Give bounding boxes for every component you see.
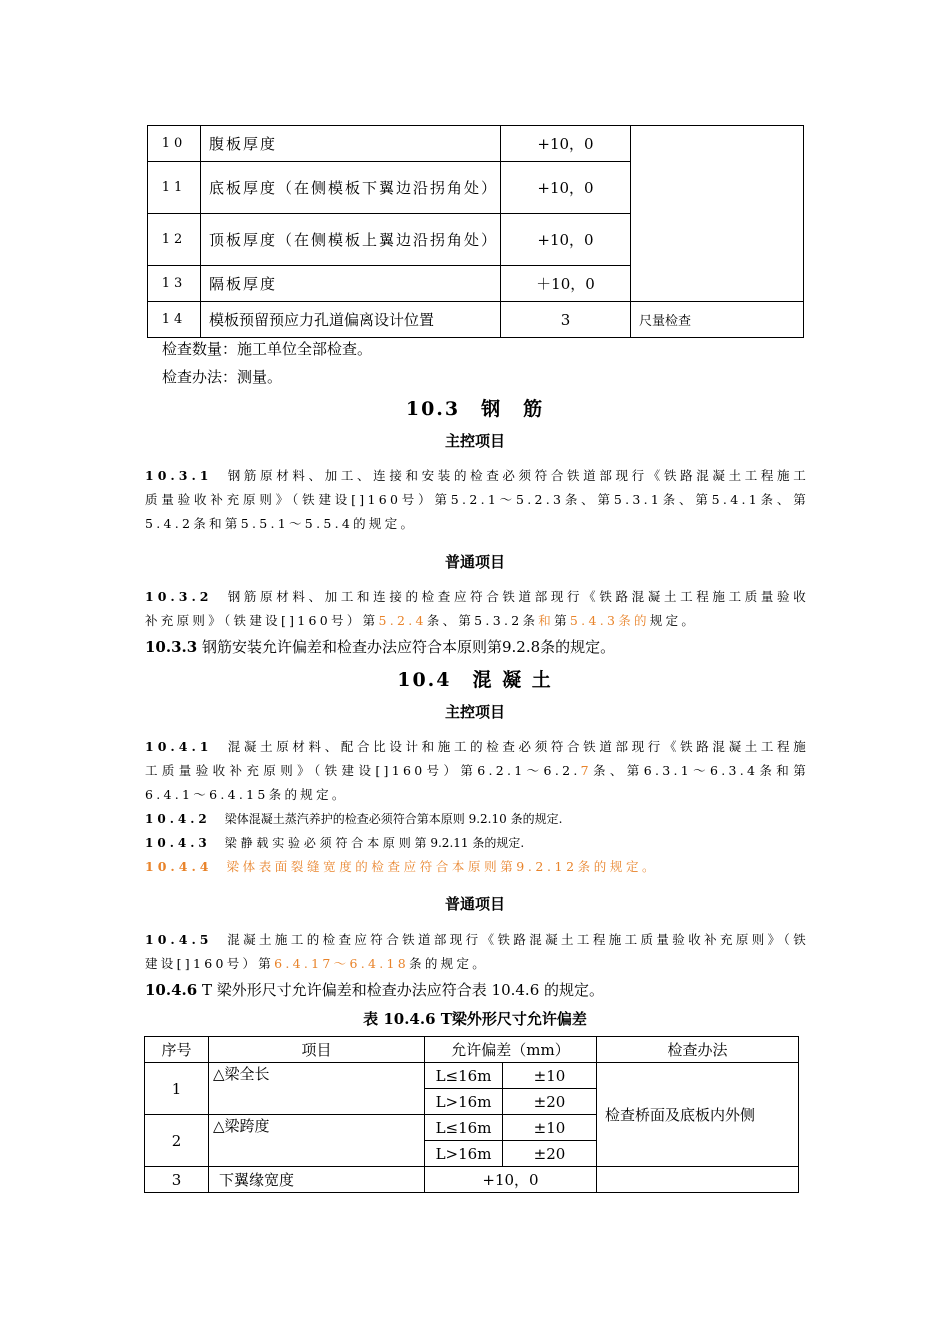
check-method: 检查办法：测量。	[162, 368, 283, 386]
row-method: 尺量检查	[631, 302, 804, 338]
row-item: 顶板厚度（在侧模板上翼边沿拐角处）	[201, 214, 501, 266]
row-method-empty	[631, 126, 804, 302]
clause-10-3-3	[145, 636, 615, 657]
row-condition: L≤16m	[425, 1063, 503, 1089]
row-number: 1	[145, 1063, 209, 1115]
header-no: 序号	[145, 1037, 209, 1063]
row-item: △梁跨度	[209, 1115, 425, 1167]
row-tolerance: ±20	[503, 1141, 597, 1167]
header-method: 检查办法	[597, 1037, 799, 1063]
table-row	[148, 302, 804, 338]
row-number: 10	[148, 126, 201, 162]
header-item: 项目	[209, 1037, 425, 1063]
clause-highlight: 和	[538, 613, 555, 628]
table-row	[145, 1167, 799, 1193]
tolerance-table-continued	[147, 125, 804, 338]
t-beam-tolerance-table	[144, 1036, 799, 1193]
row-item: △梁全长	[209, 1063, 425, 1115]
row-number: 11	[148, 162, 201, 214]
row-tolerance: +10，0	[501, 162, 631, 214]
clause-10-3-1	[145, 464, 809, 536]
clause-number: 10.4.5	[145, 932, 213, 947]
table-header-row	[145, 1037, 799, 1063]
row-condition: L≤16m	[425, 1115, 503, 1141]
clause-highlight: 5.2.4	[378, 613, 427, 628]
row-number: 13	[148, 266, 201, 302]
table-row	[145, 1063, 799, 1089]
clause-highlight: 7	[580, 763, 592, 778]
subheading-general-items: 普通项目	[444, 553, 505, 571]
clause-highlight: 5.4.3条的	[569, 613, 650, 628]
row-item: 腹板厚度	[201, 126, 501, 162]
section-title-10-3: 10.3 钢 筋	[405, 398, 545, 420]
clause-text: T 梁外形尺寸允许偏差和检查办法应符合表 10.4.6 的规定。	[201, 981, 605, 999]
row-tolerance: ＋10，0	[501, 266, 631, 302]
row-tolerance: 3	[501, 302, 631, 338]
clause-10-4-2	[145, 810, 562, 827]
clause-text: 钢筋安装允许偏差和检查办法应符合本原则第9.2.8条的规定。	[201, 638, 616, 656]
row-tolerance: +10，0	[501, 126, 631, 162]
clause-number: 10.3.2	[145, 589, 213, 604]
clause-number: 10.4.1	[145, 739, 213, 754]
row-item: 隔板厚度	[201, 266, 501, 302]
clause-10-4-6	[145, 979, 604, 1000]
clause-text: 混凝土原材料、配合比设计和施工的检查必须符合铁道部现行《铁路混凝土工程施工质量验收补充原则》（铁建设[]160号）第6.2.1～6.2.	[145, 739, 809, 778]
row-number: 14	[148, 302, 201, 338]
row-tolerance: +10，0	[501, 214, 631, 266]
clause-10-4-3	[145, 834, 524, 851]
clause-text: 梁体混凝土蒸汽养护的检查必须符合第本原则 9.2.10 条的规定.	[224, 812, 563, 826]
row-tolerance: +10，0	[425, 1167, 597, 1193]
clause-number: 10.4.2	[145, 812, 211, 826]
row-condition: L>16m	[425, 1141, 503, 1167]
clause-10-4-4	[145, 857, 658, 875]
subheading-main-items: 主控项目	[444, 703, 505, 721]
clause-number: 10.3.3	[145, 638, 198, 656]
subheading-general-items: 普通项目	[444, 895, 505, 913]
row-tolerance: ±10	[503, 1063, 597, 1089]
clause-text: 混凝土施工的检查应符合铁道部现行《铁路混凝土工程施工质量验收补充原则》（铁建设[]160号）第	[145, 932, 810, 971]
table-row	[148, 126, 804, 162]
clause-text: 梁体表面裂缝宽度的检查应符合本原则第9.2.12条的规定。	[226, 859, 659, 874]
row-item: 下翼缘宽度	[209, 1167, 425, 1193]
clause-10-4-1	[145, 735, 809, 807]
clause-text: 梁 静 载 实 验 必 须 符 合 本 原 则 第 9.2.11 条的规定.	[224, 836, 525, 850]
header-tolerance: 允许偏差（mm）	[425, 1037, 597, 1063]
row-item: 底板厚度（在侧模板下翼边沿拐角处）	[201, 162, 501, 214]
section-title-10-4: 10.4 混 凝 土	[397, 669, 553, 691]
row-tolerance: ±10	[503, 1115, 597, 1141]
clause-text: 第	[554, 613, 570, 628]
clause-number: 10.4.6	[145, 981, 198, 999]
subheading-main-items: 主控项目	[444, 432, 505, 450]
clause-highlight: 6.4.17～6.4.18	[274, 956, 410, 971]
clause-text: 钢筋原材料、加工、连接和安装的检查必须符合铁道部现行《铁路混凝土工程施工质量验收补充原则》（铁建设[]160号）第5.2.1～5.2.3条、第5.3.1条、第5.4.1条、第5.4.2条和第5.5.1～5.5.4的规定。	[145, 468, 809, 531]
clause-text: 钢筋原材料、加工和连接的检查应符合铁道部现行《铁路混凝土工程施工质量验收补充原则》（铁建设[]160号）第	[145, 589, 809, 628]
clause-number: 10.4.3	[145, 836, 211, 850]
row-number: 12	[148, 214, 201, 266]
clause-10-4-5	[145, 928, 809, 976]
row-tolerance: ±20	[503, 1089, 597, 1115]
clause-10-3-2	[145, 585, 809, 633]
row-method: 检查桥面及底板内外侧	[597, 1063, 799, 1167]
row-item: 模板预留预应力孔道偏离设计位置	[201, 302, 501, 338]
clause-text: 条的规定。	[409, 956, 489, 971]
row-condition: L>16m	[425, 1089, 503, 1115]
clause-text: 规定。	[649, 613, 698, 628]
clause-text: 条、第5.3.2条	[426, 613, 539, 628]
table-caption: 表 10.4.6 T梁外形尺寸允许偏差	[363, 1010, 587, 1028]
clause-number: 10.3.1	[145, 468, 213, 483]
row-number: 3	[145, 1167, 209, 1193]
clause-number: 10.4.4	[145, 859, 213, 874]
row-method-empty	[597, 1167, 799, 1193]
row-number: 2	[145, 1115, 209, 1167]
clause-text: 条、第6.3.1～6.3.4条和第6.4.1～6.4.15条的规定。	[145, 763, 809, 802]
check-quantity: 检查数量：施工单位全部检查。	[162, 340, 373, 358]
